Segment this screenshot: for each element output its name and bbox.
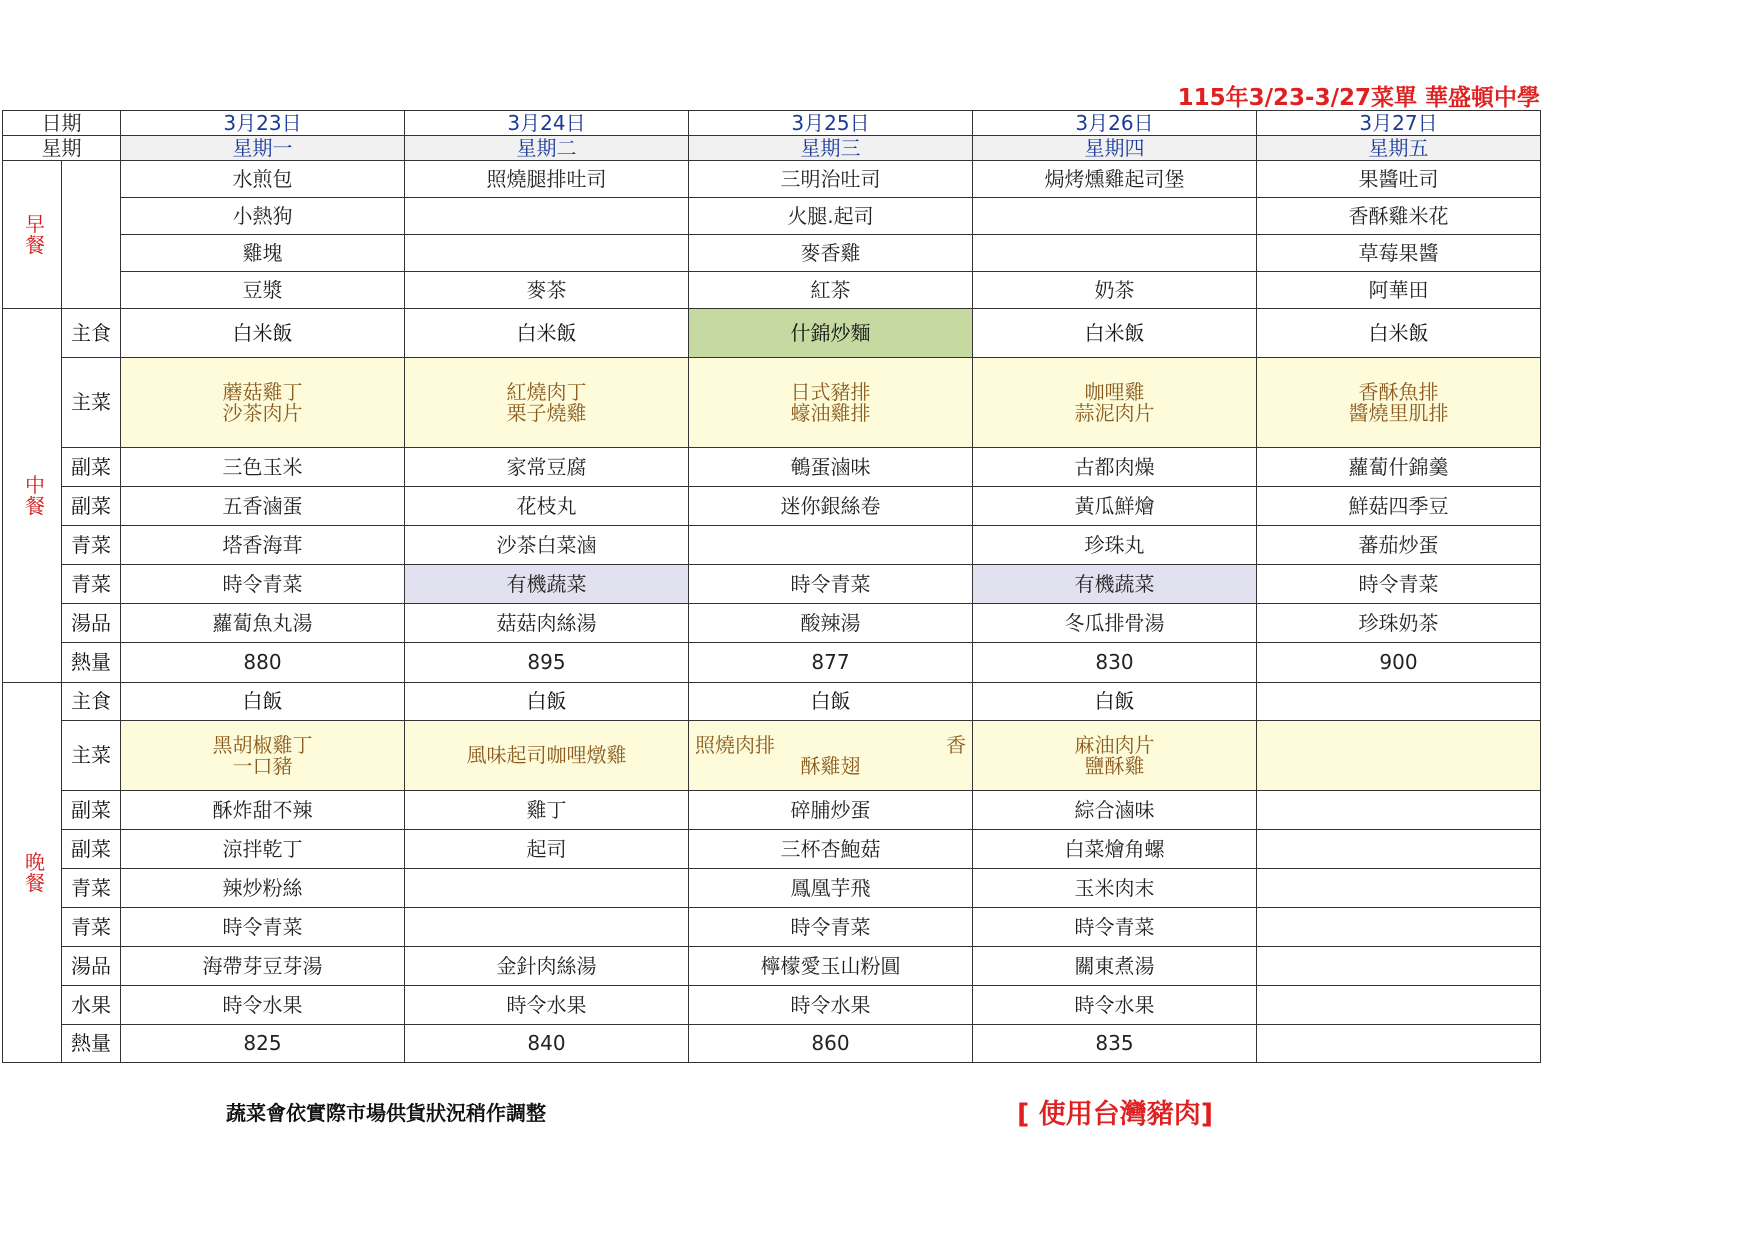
row-label: 青菜: [62, 526, 121, 565]
main-dish-line: 蒜泥肉片: [1074, 400, 1155, 425]
table-row: [3, 487, 1541, 526]
lunch-staple: 白米飯: [121, 309, 405, 358]
dinner-item: 辣炒粉絲: [121, 869, 405, 908]
date-cell: 3月25日: [689, 111, 973, 136]
breakfast-blank-label: [62, 161, 121, 309]
main-dish-line: 黑胡椒雞丁: [212, 732, 313, 757]
lunch-item: 黃瓜鮮燴: [973, 487, 1257, 526]
lunch-label-text: 中餐: [25, 472, 45, 518]
main-dish-text: 照燒肉排: [695, 732, 775, 757]
main-dish-line: 紅燒肉丁: [506, 379, 587, 404]
row-label: 主食: [62, 309, 121, 358]
row-label: 主菜: [62, 358, 121, 448]
breakfast-label-text: 早餐: [25, 211, 45, 257]
lunch-item: 酸辣湯: [689, 604, 973, 643]
dinner-staple: [1257, 683, 1541, 721]
row-label: 湯品: [62, 604, 121, 643]
dow-cell: 星期一: [121, 136, 405, 161]
row-label: 熱量: [62, 643, 121, 683]
lunch-item: 菇菇肉絲湯: [405, 604, 689, 643]
row-label: 青菜: [62, 869, 121, 908]
main-dish-line: 咖哩雞: [1084, 379, 1145, 404]
lunch-item: 五香滷蛋: [121, 487, 405, 526]
dinner-staple: 白飯: [405, 683, 689, 721]
breakfast-item: 水煎包: [121, 161, 405, 198]
main-dish-line: 風味起司咖哩燉雞: [466, 743, 627, 767]
lunch-item: 蘿蔔什錦羹: [1257, 448, 1541, 487]
dinner-item: 檸檬愛玉山粉圓: [689, 947, 973, 986]
dinner-item: 涼拌乾丁: [121, 830, 405, 869]
lunch-calories: 895: [405, 643, 689, 683]
table-row: [3, 830, 1541, 869]
dinner-item: [1257, 791, 1541, 830]
table-row: [3, 235, 1541, 272]
main-dish-line: 香酥魚排: [1358, 379, 1439, 404]
table-row: [3, 683, 1541, 721]
table-row: [3, 721, 1541, 791]
breakfast-item: [405, 198, 689, 235]
lunch-item: 珍珠丸: [973, 526, 1257, 565]
lunch-main-dish: [973, 358, 1257, 448]
lunch-item: 三色玉米: [121, 448, 405, 487]
dinner-item: 海帶芽豆芽湯: [121, 947, 405, 986]
lunch-item: 蕃茄炒蛋: [1257, 526, 1541, 565]
lunch-item: 鵪蛋滷味: [689, 448, 973, 487]
lunch-staple: 什錦炒麵: [689, 309, 973, 358]
row-label: 主菜: [62, 721, 121, 791]
lunch-item: 沙茶白菜滷: [405, 526, 689, 565]
breakfast-item: 小熱狗: [121, 198, 405, 235]
dinner-item: 雞丁: [405, 791, 689, 830]
breakfast-item: 阿華田: [1257, 272, 1541, 309]
breakfast-item: 香酥雞米花: [1257, 198, 1541, 235]
lunch-item: 蘿蔔魚丸湯: [121, 604, 405, 643]
lunch-item: 迷你銀絲卷: [689, 487, 973, 526]
dow-cell: 星期三: [689, 136, 973, 161]
row-label: 水果: [62, 986, 121, 1025]
lunch-item: [689, 526, 973, 565]
breakfast-section-label: [3, 161, 62, 309]
lunch-calories: 880: [121, 643, 405, 683]
lunch-item: 花枝丸: [405, 487, 689, 526]
table-row: [3, 604, 1541, 643]
lunch-item: 家常豆腐: [405, 448, 689, 487]
date-cell: 3月23日: [121, 111, 405, 136]
breakfast-item: 焗烤燻雞起司堡: [973, 161, 1257, 198]
dinner-item: [1257, 869, 1541, 908]
lunch-item: 有機蔬菜: [405, 565, 689, 604]
main-dish-line: 麻油肉片: [1074, 732, 1155, 757]
lunch-item: 古都肉燥: [973, 448, 1257, 487]
table-row: [3, 947, 1541, 986]
breakfast-item: 草莓果醬: [1257, 235, 1541, 272]
table-row: [3, 358, 1541, 448]
breakfast-item: 三明治吐司: [689, 161, 973, 198]
lunch-calories: 877: [689, 643, 973, 683]
lunch-main-dish: [1257, 358, 1541, 448]
table-row: [3, 309, 1541, 358]
dinner-item: 白菜燴角螺: [973, 830, 1257, 869]
dinner-item: [1257, 947, 1541, 986]
dinner-item: [405, 869, 689, 908]
breakfast-item: 麥茶: [405, 272, 689, 309]
row-label: 青菜: [62, 565, 121, 604]
lunch-calories: 900: [1257, 643, 1541, 683]
table-row: [3, 161, 1541, 198]
table-row: [3, 198, 1541, 235]
breakfast-item: 豆漿: [121, 272, 405, 309]
dinner-item: 鳳凰芋飛: [689, 869, 973, 908]
menu-title: 115年3/23-3/27菜單 華盛頓中學: [1177, 85, 1540, 111]
lunch-section-label: [3, 309, 62, 683]
dinner-calories: 860: [689, 1025, 973, 1063]
dinner-item: [1257, 908, 1541, 947]
taiwan-pork-notice: [ 使用台灣豬肉]: [1017, 1099, 1214, 1130]
date-cell: 3月26日: [973, 111, 1257, 136]
dinner-main-dish: [405, 721, 689, 791]
dinner-item: 酥炸甜不辣: [121, 791, 405, 830]
breakfast-item: 照燒腿排吐司: [405, 161, 689, 198]
lunch-main-dish: [121, 358, 405, 448]
row-label: 副菜: [62, 830, 121, 869]
table-row: [3, 986, 1541, 1025]
dinner-item: [1257, 830, 1541, 869]
lunch-calories: 830: [973, 643, 1257, 683]
row-label: 副菜: [62, 487, 121, 526]
dinner-item: 起司: [405, 830, 689, 869]
main-dish-line: 酥雞翅: [800, 753, 861, 778]
weekly-menu-table: [2, 110, 1541, 1063]
dinner-item: [405, 908, 689, 947]
breakfast-item: [973, 235, 1257, 272]
main-dish-line: [689, 732, 972, 757]
dinner-main-dish: [121, 721, 405, 791]
lunch-item: 時令青菜: [1257, 565, 1541, 604]
dinner-label-text: 晚餐: [25, 849, 45, 895]
main-dish-line: 蘑菇雞丁: [222, 379, 303, 404]
dinner-section-label: [3, 683, 62, 1063]
dinner-item: 金針肉絲湯: [405, 947, 689, 986]
lunch-item: 鮮菇四季豆: [1257, 487, 1541, 526]
dinner-item: 關東煮湯: [973, 947, 1257, 986]
date-label: 日期: [3, 111, 121, 136]
dinner-item: 時令水果: [973, 986, 1257, 1025]
dinner-item: 時令青菜: [973, 908, 1257, 947]
breakfast-item: 麥香雞: [689, 235, 973, 272]
row-label: 湯品: [62, 947, 121, 986]
dinner-item: 碎脯炒蛋: [689, 791, 973, 830]
breakfast-item: [973, 198, 1257, 235]
main-dish-line: 蠔油雞排: [790, 400, 871, 425]
dinner-item: 綜合滷味: [973, 791, 1257, 830]
table-row: [3, 526, 1541, 565]
dinner-item: 三杯杏鮑菇: [689, 830, 973, 869]
table-row: [3, 1025, 1541, 1063]
table-row: [3, 908, 1541, 947]
dinner-calories: 840: [405, 1025, 689, 1063]
table-row: [3, 136, 1541, 161]
table-row: [3, 565, 1541, 604]
breakfast-item: [405, 235, 689, 272]
main-dish-text: 香: [946, 732, 966, 757]
lunch-staple: 白米飯: [405, 309, 689, 358]
table-row: [3, 869, 1541, 908]
dinner-staple: 白飯: [689, 683, 973, 721]
dinner-main-dish: [1257, 721, 1541, 791]
dinner-item: 玉米肉末: [973, 869, 1257, 908]
row-label: 主食: [62, 683, 121, 721]
row-label: 副菜: [62, 448, 121, 487]
row-label: 熱量: [62, 1025, 121, 1063]
dinner-calories: 825: [121, 1025, 405, 1063]
dinner-staple: 白飯: [973, 683, 1257, 721]
main-dish-line: 栗子燒雞: [506, 400, 587, 425]
dinner-item: 時令青菜: [121, 908, 405, 947]
lunch-staple: 白米飯: [1257, 309, 1541, 358]
breakfast-item: 火腿.起司: [689, 198, 973, 235]
dinner-item: 時令青菜: [689, 908, 973, 947]
dinner-calories: [1257, 1025, 1541, 1063]
lunch-staple: 白米飯: [973, 309, 1257, 358]
dow-cell: 星期四: [973, 136, 1257, 161]
dinner-calories: 835: [973, 1025, 1257, 1063]
main-dish-line: 日式豬排: [790, 379, 871, 404]
table-row: [3, 791, 1541, 830]
main-dish-line: 鹽酥雞: [1084, 753, 1145, 778]
lunch-main-dish: [405, 358, 689, 448]
dinner-staple: 白飯: [121, 683, 405, 721]
main-dish-line: 一口豬: [232, 753, 293, 778]
lunch-item: 有機蔬菜: [973, 565, 1257, 604]
date-cell: 3月24日: [405, 111, 689, 136]
dinner-item: 時令水果: [121, 986, 405, 1025]
vegetable-supply-note: 蔬菜會依實際市場供貨狀況稍作調整: [226, 1101, 546, 1125]
breakfast-item: 紅茶: [689, 272, 973, 309]
dow-cell: 星期二: [405, 136, 689, 161]
dinner-main-dish: [973, 721, 1257, 791]
dinner-item: 時令水果: [405, 986, 689, 1025]
dow-label: 星期: [3, 136, 121, 161]
table-row: [3, 111, 1541, 136]
dinner-item: [1257, 986, 1541, 1025]
row-label: 青菜: [62, 908, 121, 947]
dinner-item: 時令水果: [689, 986, 973, 1025]
dow-cell: 星期五: [1257, 136, 1541, 161]
lunch-item: 時令青菜: [689, 565, 973, 604]
date-cell: 3月27日: [1257, 111, 1541, 136]
lunch-main-dish: [689, 358, 973, 448]
breakfast-item: 果醬吐司: [1257, 161, 1541, 198]
row-label: 副菜: [62, 791, 121, 830]
dinner-main-dish: [689, 721, 973, 791]
lunch-item: 時令青菜: [121, 565, 405, 604]
table-row: [3, 643, 1541, 683]
table-row: [3, 272, 1541, 309]
main-dish-line: 醬燒里肌排: [1348, 400, 1449, 425]
main-dish-line: 沙茶肉片: [222, 400, 303, 425]
table-row: [3, 448, 1541, 487]
breakfast-item: 雞塊: [121, 235, 405, 272]
lunch-item: 珍珠奶茶: [1257, 604, 1541, 643]
breakfast-item: 奶茶: [973, 272, 1257, 309]
lunch-item: 冬瓜排骨湯: [973, 604, 1257, 643]
lunch-item: 塔香海茸: [121, 526, 405, 565]
